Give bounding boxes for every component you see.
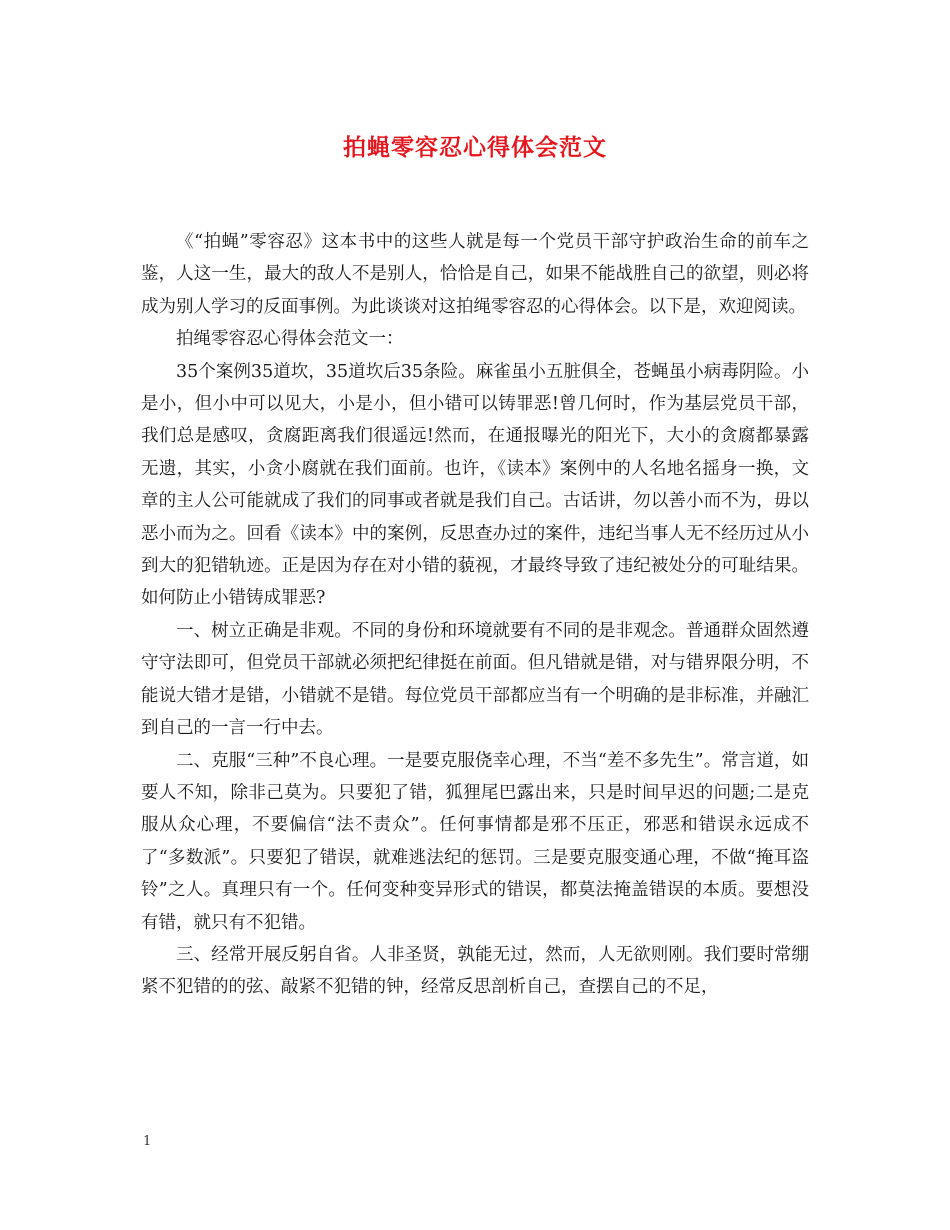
page-number: 1 [143,1134,152,1149]
paragraph-point-two: 二、克服“三种”不良心理。一是要克服侥幸心理，不当“差不多先生”。常言道，如要人不知，除非己莫为。只要犯了错，狐狸尾巴露出来，只是时间早迟的问题;二是克服从众心理，不要偏信“法不责众”。任何事情都是邪不压正，邪恶和错误永远成不了“多数派”。只要犯了错误，就难逃法纪的惩罚。三是要克服变通心理，不做“掩耳盗铃”之人。真理只有一个。任何变种变异形式的错误，都莫法掩盖错误的本质。要想没有错，就只有不犯错。 [141,750,809,933]
paragraph-point-three: 三、经常开展反躬自省。人非圣贤，孰能无过，然而，人无欲则刚。我们要时常绷紧不犯错的的弦、敲紧不犯错的钟，经常反思剖析自己，查摆自己的不足， [141,944,809,998]
document-title: 拍蝇零容忍心得体会范文 [343,134,607,161]
paragraph-cases: 35个案例35道坎，35道坎后35条险。麻雀虽小五脏俱全，苍蝇虽小病毒阴险。小是小，但小中可以见大，小是小，但小错可以铸罪恶!曾几何时，作为基层党员干部，我们总是感叹，贪腐距离我们很遥远!然而，在通报曝光的阳光下，大小的贪腐都暴露无遗，其实，小贪小腐就在我们面前。也许，《读本》案例中的人名地名摇身一换，文章的主人公可能就成了我们的同事或者就是我们自己。古话讲，勿以善小而不为，毋以恶小而为之。回看《读本》中的案例，反思查办过的案件，违纪当事人无不经历过从小到大的犯错轨迹。正是因为存在对小错的藐视，才最终导致了违纪被处分的可耻结果。如何防止小错铸成罪恶? [141,361,809,609]
document-body [141,226,809,1004]
paragraph-intro: 《“拍蝇”零容忍》这本书中的这些人就是每一个党员干部守护政治生命的前车之鉴，人这一生，最大的敌人不是别人，恰恰是自己，如果不能战胜自己的欲望，则必将成为别人学习的反面事例。为此谈谈对这拍绳零容忍的心得体会。以下是，欢迎阅读。 [141,232,809,317]
paragraph-section-heading: 拍绳零容忍心得体会范文一： [176,329,404,350]
paragraph-point-one: 一、树立正确是非观。不同的身份和环境就要有不同的是非观念。普通群众固然遵守守法即可，但党员干部就必须把纪律挺在前面。但凡错就是错，对与错界限分明，不能说大错才是错，小错就不是错。每位党员干部都应当有一个明确的是非标准，并融汇到自己的一言一行中去。 [141,620,809,739]
